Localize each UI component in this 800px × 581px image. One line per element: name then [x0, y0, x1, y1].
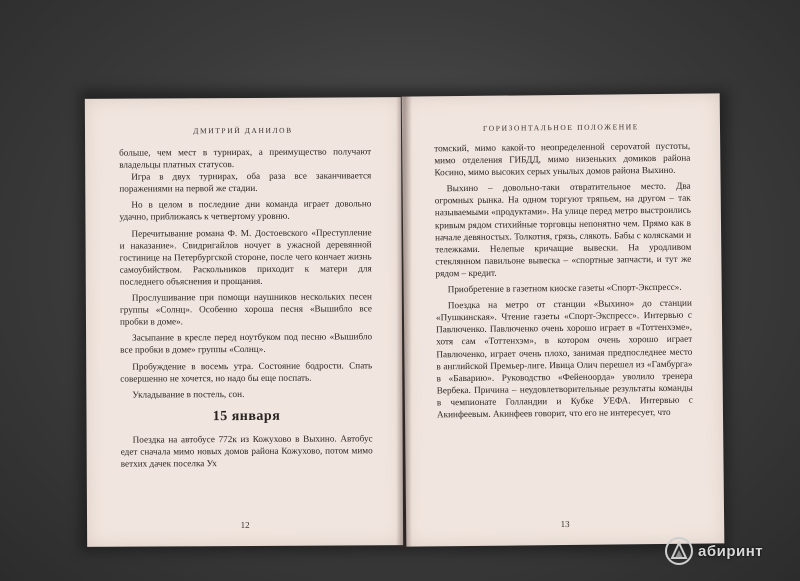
book-gutter	[396, 96, 412, 548]
paragraph: Выхино – довольно-таки отвратительное место. Два огромных рынка. На одном торгуют тряпьем, на другом – так называемыми «продуктами». На улице перед метро выстроились кривым рядом стихийные торговцы непонятно чем. Прямо как в начале девяностых. Толкотня, грязь, слякоть. Бабы с колясками и тележками. Нелепые кричащие вывески. На уродливом стеклянном павильоне вывеска – «спортные запчасти, и тут же рядом – кредит.	[434, 180, 692, 279]
paragraph: больше, чем мест в турнирах, а преимущество получают владельцы платных статусов.	[119, 146, 372, 170]
right-text-block	[434, 140, 693, 421]
page-number-right: 13	[560, 518, 570, 530]
paragraph: Игра в двух турнирах, оба раза все заканчивается поражениями на первой же стадии.	[119, 170, 372, 194]
paragraph: Укладывание в постель, сон.	[132, 388, 245, 400]
date-heading: 15 января	[212, 408, 281, 424]
paragraph: Приобретение в газетном киоске газеты «Спорт-Экспресс».	[447, 281, 682, 295]
right-page	[402, 93, 725, 546]
left-text-block	[119, 145, 373, 469]
left-page	[85, 97, 403, 547]
paragraph: Засыпание в кресле перед ноутбуком под песню «Вышибло все пробки в доме» группы «Солнц».	[120, 331, 373, 356]
left-running-head: ДМИТРИЙ ДАНИЛОВ	[193, 125, 293, 136]
paragraph: Поездка на метро от станции «Выхино» до станции «Пушкинская». Чтение газеты «Спорт-Экспресс». Интервью с Павлюченко. Павлюченко очень хорошо играет в «Тоттенхэме», хотя сам «Тоттенхэм», в котором очень хорошо играет Павлюченко, играет очень плохо, занимая предпоследнее место в английской Премьер-лиге. Ивица Олич перешел из «Гамбурга» в «Баварию». Руководство «Фейеноорда» уволило тренера Вербека. Причина – неудовлетворительные результаты команды в чемпионате Голландии и Кубке УЕФА. Интервью с Акинфеевым. Акинфеев говорит, что его не интересует, что	[435, 297, 693, 420]
paragraph: Пробуждение в восемь утра. Состояние бодрости. Спать совершенно не хочется, но надо бы еще поспать.	[120, 359, 373, 384]
page-number-left: 12	[240, 519, 250, 531]
watermark	[664, 536, 763, 566]
paragraph: Перечитывание романа Ф. М. Достоевского «Преступление и наказание». Свидригайлов ночует в ужасной деревянной гостинице на Петербургской стороне, после чего кончает жизнь самоубийством. Раскольников приходит к матери для последнего объяснения и прощания.	[119, 226, 372, 287]
labirint-logo-icon	[664, 536, 694, 566]
paragraph: Но в целом в последние дни команда играет довольно удачно, приближаясь к четвертому уровню.	[119, 198, 372, 223]
right-running-head: ГОРИЗОНТАЛЬНОЕ ПОЛОЖЕНИЕ	[482, 122, 639, 133]
watermark-text: абиринт	[698, 542, 764, 560]
paragraph: Поездка на автобусе 772к из Кожухово в Выхино. Автобус едет сначала мимо новых домов района Кожухово, потом мимо ветхих дачек поселка Ух	[120, 433, 373, 469]
paragraph: Прослушивание при помощи наушников нескольких песен группы «Солнц». Особенно хороша песня «Вышибло все пробки в доме».	[119, 291, 372, 327]
paragraph: томский, мимо какой-то неопределенной серovатой пустоты, мимо отделения ГИБДД, мимо низеньких домиков района Косино, мимо высоких серых унылых домов района Выхино.	[434, 140, 691, 178]
